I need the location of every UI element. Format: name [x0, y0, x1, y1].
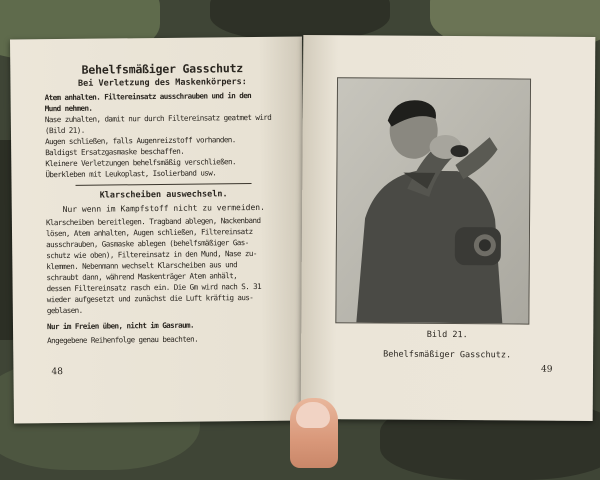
text-line: Augen schließen, falls Augenreizstoff vorhanden. — [45, 135, 236, 147]
text-line: wieder aufgesetzt und zunächst die Luft kräftig aus- — [46, 293, 254, 305]
note-line: Angegebene Reihenfolge genau beachten. — [47, 334, 199, 346]
section-title: Behelfsmäßiger Gasschutz — [81, 61, 244, 77]
left-page — [10, 36, 306, 423]
soldier-photograph — [335, 77, 531, 324]
text-line: schraubt dann, während Maskenträger Atem anhält, — [46, 271, 238, 283]
text-line: Klarscheiben bereitlegen. Tragband ablegen, Nackenband — [45, 215, 261, 228]
text-line: dessen Filtereinsatz rasch ein. Die Gm wird nach S. 31 — [46, 281, 262, 294]
page-number-right: 49 — [540, 364, 553, 375]
figure-caption: Behelfsmäßiger Gasschutz. — [383, 349, 512, 361]
text-line: Atem anhalten. Filtereinsatz ausschrauben und in den — [44, 91, 252, 103]
text-line: (Bild 21). — [44, 125, 85, 136]
divider — [76, 183, 252, 186]
text-line: ausschrauben, Gasmaske ablegen (behelfsmäßiger Gas- — [46, 238, 249, 250]
text-line: Überkleben mit Leukoplast, Isolierband usw. — [45, 168, 217, 180]
thumbnail — [296, 402, 330, 428]
text-line: klemmen. Nebenmann wechselt Klarscheiben aus und — [46, 260, 238, 272]
figure-label: Bild 21. — [426, 329, 468, 341]
section-heading: Klarscheiben auswechseln. — [99, 189, 228, 201]
note-line: Nur im Freien üben, nicht im Gasraum. — [46, 320, 195, 332]
text-line: Mund nehmen. — [44, 103, 93, 114]
right-page — [301, 35, 596, 421]
thumb — [290, 398, 338, 468]
text-line: lösen, Atem anhalten, Augen schließen, Filtereinsatz — [45, 227, 253, 239]
section-subtitle: Bei Verletzung des Maskenkörpers: — [77, 77, 247, 89]
text-line: geblasen. — [46, 305, 83, 316]
text-line: Baldigst Ersatzgasmaske beschaffen. — [45, 146, 185, 158]
text-line: schutz wie oben), Filtereinsatz in den Mund, Nase zu- — [46, 248, 257, 261]
soldier-figure-illustration — [336, 78, 530, 323]
page-number-left: 48 — [51, 367, 63, 378]
open-booklet — [12, 28, 594, 424]
text-line: Nase zuhalten, damit nur durch Filtereinsatz geatmet wird — [44, 112, 272, 125]
left-page-text — [44, 63, 283, 346]
section-subheading: Nur wenn im Kampfstoff nicht zu vermeiden. — [62, 202, 265, 214]
text-line: Kleinere Verletzungen behelfsmäßig verschließen. — [45, 157, 236, 169]
